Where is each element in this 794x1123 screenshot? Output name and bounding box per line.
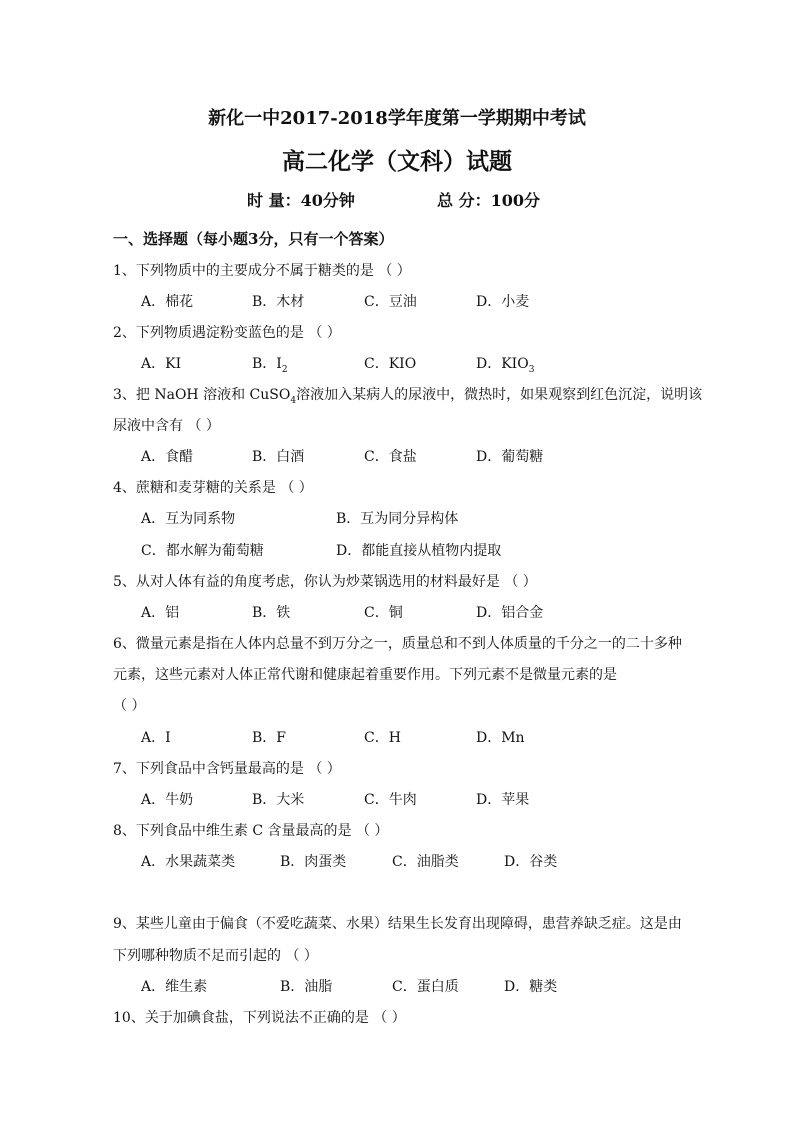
question-3-option-d: D．葡萄糖 bbox=[476, 449, 544, 465]
question-3-stem-line-2: 尿液中含有 （ ） bbox=[113, 418, 220, 434]
section-heading: 一、选择题（每小题3分，只有一个答案） bbox=[113, 230, 394, 248]
question-1-option-a: A．棉花 bbox=[141, 294, 194, 310]
question-4-option-b: B．互为同分异构体 bbox=[336, 511, 459, 527]
question-8-option-b: B．肉蛋类 bbox=[280, 854, 347, 870]
question-6-option-c: C．H bbox=[364, 730, 401, 746]
question-3-stem-part-2: 溶液加入某病人的尿液中，微热时，如果观察到红色沉淀，说明该 bbox=[296, 387, 703, 403]
question-4-option-c: C．都水解为葡萄糖 bbox=[141, 543, 264, 559]
question-1-stem: 1、下列物质中的主要成分不属于糖类的是 （ ） bbox=[113, 263, 411, 279]
exam-total-score: 总 分：100分 bbox=[437, 191, 540, 210]
question-1-option-d: D．小麦 bbox=[476, 294, 530, 310]
question-5-option-c: C．铜 bbox=[364, 605, 403, 621]
question-7-stem: 7、下列食品中含钙量最高的是 （ ） bbox=[113, 761, 341, 777]
question-4-option-a: A．互为同系物 bbox=[141, 511, 236, 527]
question-3-stem-line-1 bbox=[113, 384, 702, 406]
question-3-option-a: A．食醋 bbox=[141, 449, 194, 465]
question-5-stem: 5、从对人体有益的角度考虑，你认为炒菜锅选用的材料最好是 （ ） bbox=[113, 574, 537, 590]
question-2-option-b-text: B．I bbox=[252, 356, 282, 372]
question-7-option-d: D．苹果 bbox=[476, 792, 530, 808]
question-5-option-a: A．铝 bbox=[141, 605, 180, 621]
question-2-option-b bbox=[252, 353, 288, 375]
question-6-option-a: A．I bbox=[141, 730, 171, 746]
question-6-option-d: D．Mn bbox=[476, 730, 525, 746]
question-6-stem-line-1: 6、微量元素是指在人体内总量不到万分之一，质量总和不到人体质量的千分之一的二十多种 bbox=[113, 636, 682, 652]
question-3-stem-part-1: 3、把 NaOH 溶液和 CuSO bbox=[113, 387, 291, 403]
question-2-option-d-text: D．KIO bbox=[476, 356, 529, 372]
question-2-option-b-subscript: 2 bbox=[281, 364, 288, 375]
question-6-stem-line-2: 元素，这些元素对人体正常代谢和健康起着重要作用。下列元素不是微量元素的是 bbox=[113, 667, 617, 683]
question-3-stem-subscript: 4 bbox=[290, 395, 297, 406]
question-2-option-d bbox=[476, 353, 534, 375]
question-10-stem: 10、关于加碘食盐，下列说法不正确的是 （ ） bbox=[113, 1010, 406, 1026]
question-2-option-c: C．KIO bbox=[364, 356, 417, 372]
question-2-option-d-subscript: 3 bbox=[528, 364, 535, 375]
exam-title: 新化一中2017-2018学年度第一学期期中考试 bbox=[208, 108, 586, 129]
exam-time: 时 量：40分钟 bbox=[247, 191, 355, 210]
question-5-option-b: B．铁 bbox=[252, 605, 291, 621]
question-2-stem: 2、下列物质遇淀粉变蓝色的是 （ ） bbox=[113, 325, 341, 341]
question-8-option-a: A．水果蔬菜类 bbox=[141, 854, 236, 870]
question-9-option-d: D．糖类 bbox=[504, 979, 558, 995]
question-8-option-d: D．谷类 bbox=[504, 854, 558, 870]
question-6-stem-line-3: （ ） bbox=[113, 698, 146, 714]
question-9-stem-line-2: 下列哪种物质不足而引起的 （ ） bbox=[113, 948, 318, 964]
question-4-stem: 4、蔗糖和麦芽糖的关系是 （ ） bbox=[113, 480, 313, 496]
question-8-option-c: C．油脂类 bbox=[392, 854, 459, 870]
question-8-stem: 8、下列食品中维生素 C 含量最高的是 （ ） bbox=[113, 823, 389, 839]
question-3-option-b: B．白酒 bbox=[252, 449, 305, 465]
question-9-stem-line-1: 9、某些儿童由于偏食（不爱吃蔬菜、水果）结果生长发育出现障碍，患营养缺乏症。这是由 bbox=[113, 916, 682, 932]
question-9-option-b: B．油脂 bbox=[280, 979, 333, 995]
question-6-option-b: B．F bbox=[252, 730, 287, 746]
question-7-option-c: C．牛肉 bbox=[364, 792, 417, 808]
question-9-option-a: A．维生素 bbox=[141, 979, 208, 995]
question-2-option-a: A．KI bbox=[141, 356, 182, 372]
question-1-option-c: C．豆油 bbox=[364, 294, 417, 310]
question-4-option-d: D．都能直接从植物内提取 bbox=[336, 543, 502, 559]
question-5-option-d: D．铝合金 bbox=[476, 605, 544, 621]
question-9-option-c: C．蛋白质 bbox=[392, 979, 459, 995]
exam-subject-title: 高二化学（文科）试题 bbox=[282, 148, 512, 175]
question-7-option-a: A．牛奶 bbox=[141, 792, 194, 808]
question-7-option-b: B．大米 bbox=[252, 792, 305, 808]
question-3-option-c: C．食盐 bbox=[364, 449, 417, 465]
question-1-option-b: B．木材 bbox=[252, 294, 305, 310]
